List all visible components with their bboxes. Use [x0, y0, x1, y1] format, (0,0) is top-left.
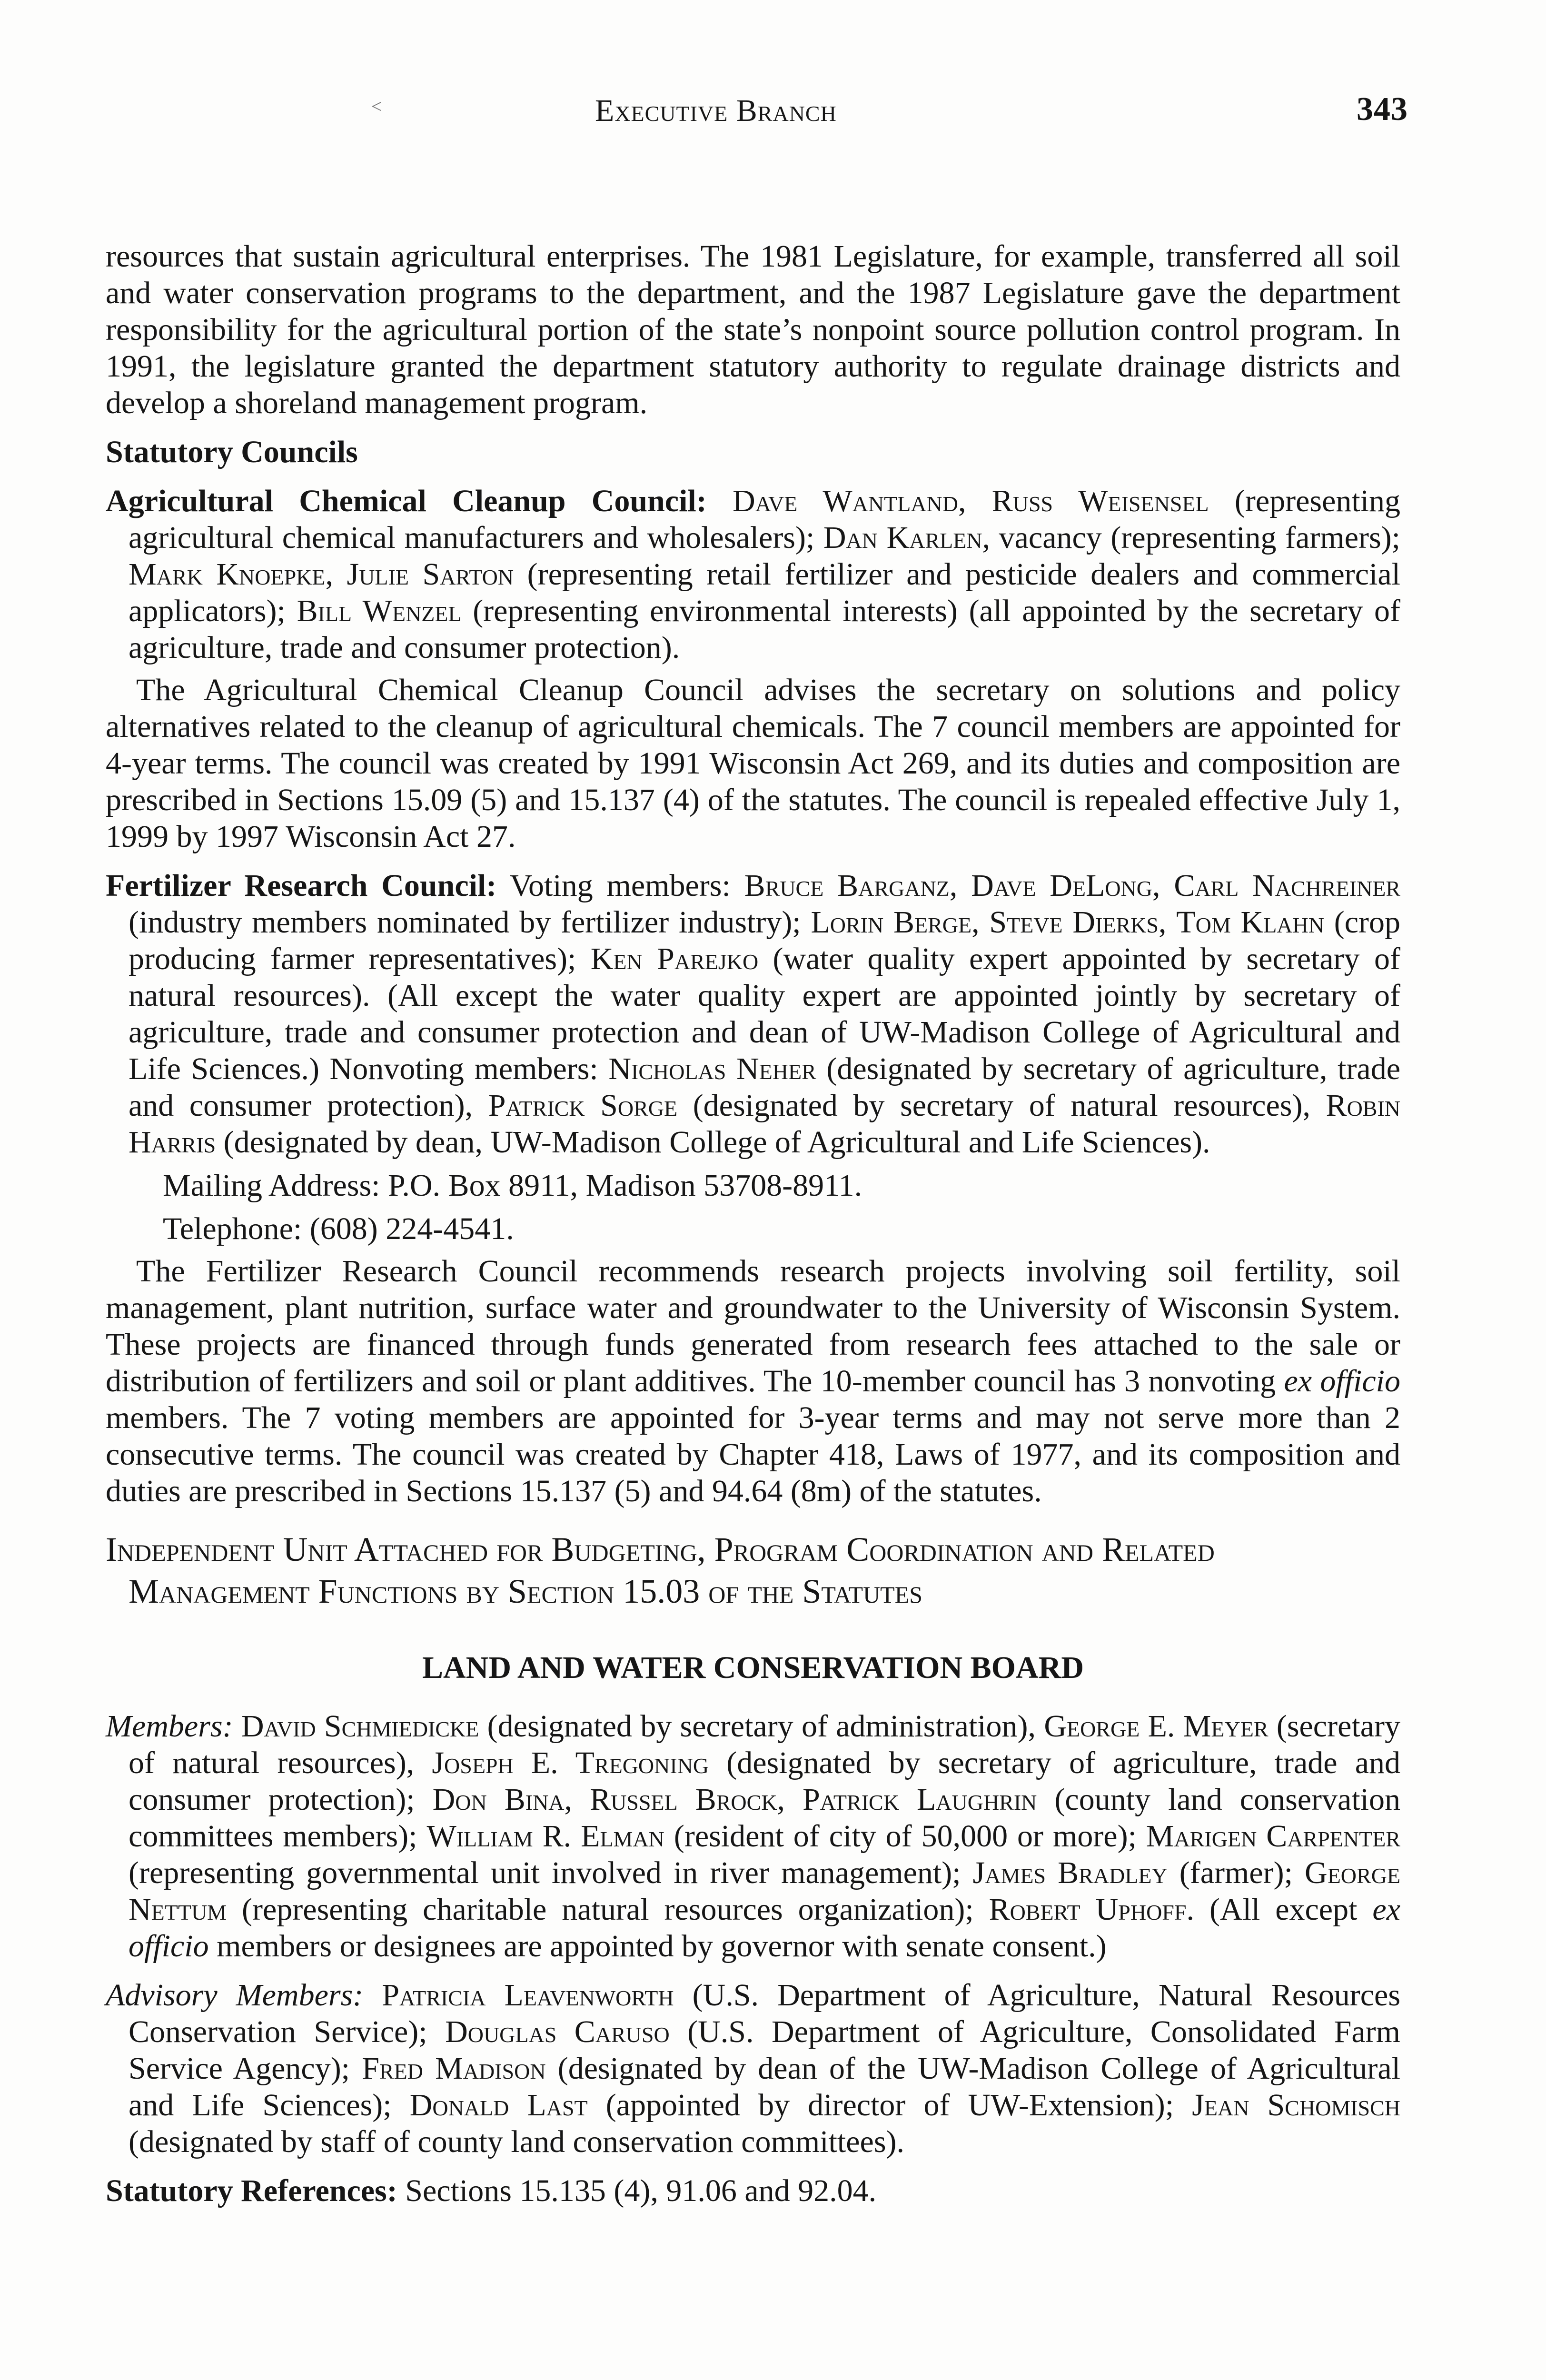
member-role: (designated by dean, UW-Madison College of Agricultural and Life Sciences).	[216, 1125, 1210, 1160]
member-name: George Nettum	[129, 1855, 1401, 1927]
member-role: (representing charitable natural resources organization);	[227, 1892, 989, 1927]
page-number: 343	[1357, 91, 1408, 128]
member-name: David Schmiedicke	[241, 1709, 479, 1744]
member-name: Dan Karlen	[823, 520, 982, 555]
separator: ,	[325, 557, 347, 592]
member-role: (farmer);	[1167, 1855, 1305, 1890]
member-name: Dave Wantland	[733, 484, 958, 518]
member-name: Nicholas Neher	[608, 1051, 816, 1086]
member-role: (water quality expert appointed by secretary of natural resources). (All except the water quality expert are appointed jointly by secretary of agriculture, trade and consumer protection and dean of UW-Madison College of Agricultural and Life Sciences.) Nonvoting members:	[129, 942, 1401, 1086]
member-role: (designated by secretary of agriculture, trade and consumer protection);	[129, 1745, 1401, 1817]
member-name: Douglas Caruso	[445, 2014, 670, 2049]
member-name: Mark Knoepke	[129, 557, 326, 592]
member-name: Patricia Leavenworth	[382, 1978, 674, 2013]
separator: ,	[564, 1782, 590, 1817]
member-role: (designated by secretary of natural resources),	[677, 1088, 1326, 1123]
member-name: Donald Last	[409, 2088, 588, 2122]
members-label: Members:	[106, 1709, 233, 1744]
member-name: Patrick Sorge	[488, 1088, 678, 1123]
separator: ,	[777, 1782, 803, 1817]
member-role: . (All except	[1186, 1892, 1373, 1927]
member-role: (crop producing farmer representatives);	[129, 905, 1400, 976]
statutory-references	[106, 2172, 1400, 2209]
agricultural-chemical-cleanup-council-entry	[106, 483, 1400, 666]
member-name: Dave DeLong	[971, 868, 1152, 903]
council-label: Agricultural Chemical Cleanup Council:	[106, 484, 707, 518]
member-name: Ken Parejko	[590, 942, 759, 976]
fertilizer-research-council-entry	[106, 867, 1400, 1160]
member-role: (industry members nominated by fertilizer industry);	[129, 905, 811, 940]
member-role: (representing environmental interests) (all appointed by the secretary of agriculture, trade and consumer protection).	[129, 594, 1400, 665]
member-name: Patrick Laughrin	[803, 1782, 1037, 1817]
member-name: Steve Dierks	[989, 905, 1159, 940]
running-head: Executive Branch	[595, 93, 837, 128]
page-body	[106, 238, 1400, 2209]
separator: ,	[958, 484, 992, 518]
italic-term: ex officio	[129, 1892, 1400, 1964]
member-role: (U.S. Department of Agriculture, Natural Resources Conservation Service);	[129, 1978, 1401, 2049]
member-name: Robin Harris	[129, 1088, 1401, 1160]
member-role: (designated by staff of county land conservation committees).	[129, 2124, 904, 2159]
mailing-address: Mailing Address: P.O. Box 8911, Madison 53708-8911.	[163, 1168, 862, 1203]
member-role: (representing retail fertilizer and pesticide dealers and commercial applicators);	[129, 557, 1400, 628]
independent-unit-heading: Independent Unit Attached for Budgeting, Program Coordination and Related Management Functions by Section 15.03 of the Statutes	[106, 1530, 1215, 1610]
member-name: Russel Brock	[590, 1782, 777, 1817]
board-members-entry	[106, 1708, 1400, 1964]
statutory-references-label: Statutory References:	[106, 2173, 397, 2208]
member-role: (designated by secretary of administration),	[479, 1709, 1044, 1744]
member-name: Joseph E. Tregoning	[432, 1745, 709, 1780]
member-name: Julie Sarton	[347, 557, 514, 592]
scan-mark: ˂	[371, 96, 382, 117]
member-name: Bill Wenzel	[297, 594, 462, 628]
fertilizer-research-council-description	[106, 1253, 1400, 1509]
description-text: members. The 7 voting members are appointed for 3-year terms and may not serve more than 2 consecutive terms. The council was created by Chapter 418, Laws of 1977, and its composition and duties are prescribed in Sections 15.137 (5) and 94.64 (8m) of the statutes.	[106, 1400, 1400, 1508]
member-name: Russ Weisensel	[991, 484, 1209, 518]
member-name: Robert Uphoff	[989, 1892, 1187, 1927]
advisory-members-label: Advisory Members:	[106, 1978, 364, 2013]
member-role: (U.S. Department of Agriculture, Consolidated Farm Service Agency);	[129, 2014, 1400, 2086]
member-role: (designated by secretary of agriculture, trade and consumer protection),	[129, 1051, 1401, 1123]
member-role: (representing governmental unit involved in river management);	[129, 1855, 973, 1890]
member-role: (designated by dean of the UW-Madison College of Agricultural and Life Sciences);	[129, 2051, 1401, 2122]
member-role: (resident of city of 50,000 or more);	[664, 1819, 1146, 1854]
separator: ,	[949, 868, 971, 903]
member-name: Carl Nachreiner	[1174, 868, 1401, 903]
telephone: Telephone: (608) 224-4541.	[163, 1211, 514, 1246]
separator: ,	[1159, 905, 1177, 940]
member-role: (county land conservation committees members);	[129, 1782, 1400, 1854]
separator: ,	[1152, 868, 1174, 903]
member-name: Bruce Barganz	[744, 868, 950, 903]
member-role: , vacancy (representing farmers);	[982, 520, 1400, 555]
member-name: William R. Elman	[426, 1819, 664, 1854]
member-name: Tom Klahn	[1176, 905, 1324, 940]
member-role: (secretary of natural resources),	[129, 1709, 1400, 1780]
member-name: Don Bina	[432, 1782, 565, 1817]
member-role: members or designees are appointed by governor with senate consent.)	[208, 1929, 1107, 1964]
member-name: George E. Meyer	[1044, 1709, 1269, 1744]
board-advisory-members-entry	[106, 1977, 1400, 2160]
intro-paragraph: resources that sustain agricultural enterprises. The 1981 Legislature, for example, transferred all soil and water conservation programs to the department, and the 1987 Legislature gave the department responsibility for the agricultural portion of the state’s nonpoint source pollution control program. In 1991, the legislature granted the department statutory authority to regulate drainage districts and develop a shoreland management program.	[106, 239, 1400, 420]
council-label: Fertilizer Research Council:	[106, 868, 497, 903]
statutory-references-text: Sections 15.135 (4), 91.06 and 92.04.	[397, 2173, 877, 2208]
description-text: The Fertilizer Research Council recommends research projects involving soil fertility, soil management, plant nutrition, surface water and groundwater to the University of Wisconsin System. These projects are financed through funds generated from research fees attached to the sale or distribution of fertilizers and soil or plant additives. The 10-member council has 3 nonvoting	[106, 1254, 1400, 1398]
member-name: James Bradley	[972, 1855, 1168, 1890]
member-name: Fred Madison	[362, 2051, 546, 2086]
member-role: Voting members:	[496, 868, 744, 903]
board-title: LAND AND WATER CONSERVATION BOARD	[422, 1650, 1084, 1685]
member-name: Jean Schomisch	[1192, 2088, 1401, 2122]
member-role: (representing agricultural chemical manufacturers and wholesalers);	[129, 484, 1401, 555]
member-name: Marigen Carpenter	[1146, 1819, 1401, 1854]
section-heading-statutory-councils: Statutory Councils	[106, 435, 358, 469]
member-name: Lorin Berge	[811, 905, 972, 940]
separator: ,	[971, 905, 990, 940]
description-italic: ex officio	[1284, 1364, 1400, 1398]
member-role: (appointed by director of UW-Extension);	[587, 2088, 1192, 2122]
agricultural-chemical-cleanup-council-description: The Agricultural Chemical Cleanup Council advises the secretary on solutions and policy alternatives related to the cleanup of agricultural chemicals. The 7 council members are appointed for 4-year terms. The council was created by 1991 Wisconsin Act 269, and its duties and composition are prescribed in Sections 15.09 (5) and 15.137 (4) of the statutes. The council is repealed effective July 1, 1999 by 1997 Wisconsin Act 27.	[106, 673, 1400, 854]
